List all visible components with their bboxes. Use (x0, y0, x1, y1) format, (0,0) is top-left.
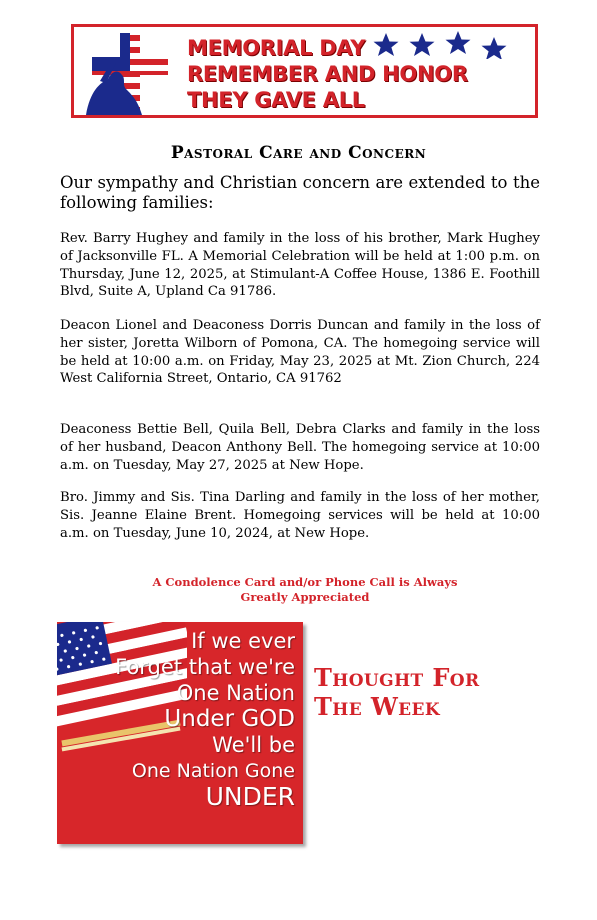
banner-line-1: MEMORIAL DAY (187, 36, 366, 60)
poster-line-3: One Nation (176, 681, 295, 705)
poster-line-7: UNDER (205, 782, 295, 811)
banner-line-3: THEY GAVE ALL (187, 88, 365, 112)
condolence-paragraph-3: Deaconess Bettie Bell, Quila Bell, Debra Clarks and family in the loss of her husband, Deacon Anthony Bell. The homegoing service at 10:00 a.m. on Tuesday, May 27, 2025 at New Hope. (60, 422, 540, 473)
cross-flag-icon (82, 31, 174, 115)
thought-for-the-week (314, 663, 480, 721)
note-line-1: A Condolence Card and/or Phone Call is Always (152, 575, 458, 589)
condolence-paragraph-1: Rev. Barry Hughey and family in the loss of his brother, Mark Hughey of Jacksonville FL. A Memorial Celebration will be held at 1:00 p.m. on Thursday, June 12, 2025, at Stimulant-A Coffee House, 1386 E. Foothill Blvd, Suite A, Upland Ca 91786. (60, 231, 540, 300)
poster-line-4: Under GOD (164, 706, 295, 732)
poster-line-5: We'll be (212, 733, 295, 757)
thought-line-2: The Week (314, 692, 441, 721)
thought-line-1: Thought For (314, 663, 480, 692)
one-nation-poster (57, 622, 303, 844)
poster-text (115, 628, 295, 810)
star-icon (372, 31, 522, 59)
note-line-2: Greatly Appreciated (240, 590, 370, 604)
condolence-paragraph-2: Deacon Lionel and Deaconess Dorris Duncan and family in the loss of her sister, Joretta Wilborn of Pomona, CA. The homegoing service will be held at 10:00 a.m. on Friday, May 23, 2025 at Mt. Zion Church, 224 West California Street, Ontario, CA 91762 (60, 318, 540, 387)
poster-line-2: Forget that we're (115, 655, 295, 679)
condolence-paragraph-4: Bro. Jimmy and Sis. Tina Darling and family in the loss of her mother, Sis. Jeanne Elaine Brent. Homegoing services will be held at 10:00 a.m. on Tuesday, June 10, 2024, at New Hope. (60, 490, 540, 541)
intro-text: Our sympathy and Christian concern are extended to the following families: (60, 173, 540, 212)
condolence-note (0, 575, 597, 605)
section-title: Pastoral Care and Concern (170, 143, 427, 163)
banner-line-2: REMEMBER AND HONOR (187, 62, 468, 86)
poster-line-6: One Nation Gone (131, 760, 295, 782)
memorial-day-banner (71, 24, 538, 118)
poster-line-1: If we ever (191, 629, 295, 653)
